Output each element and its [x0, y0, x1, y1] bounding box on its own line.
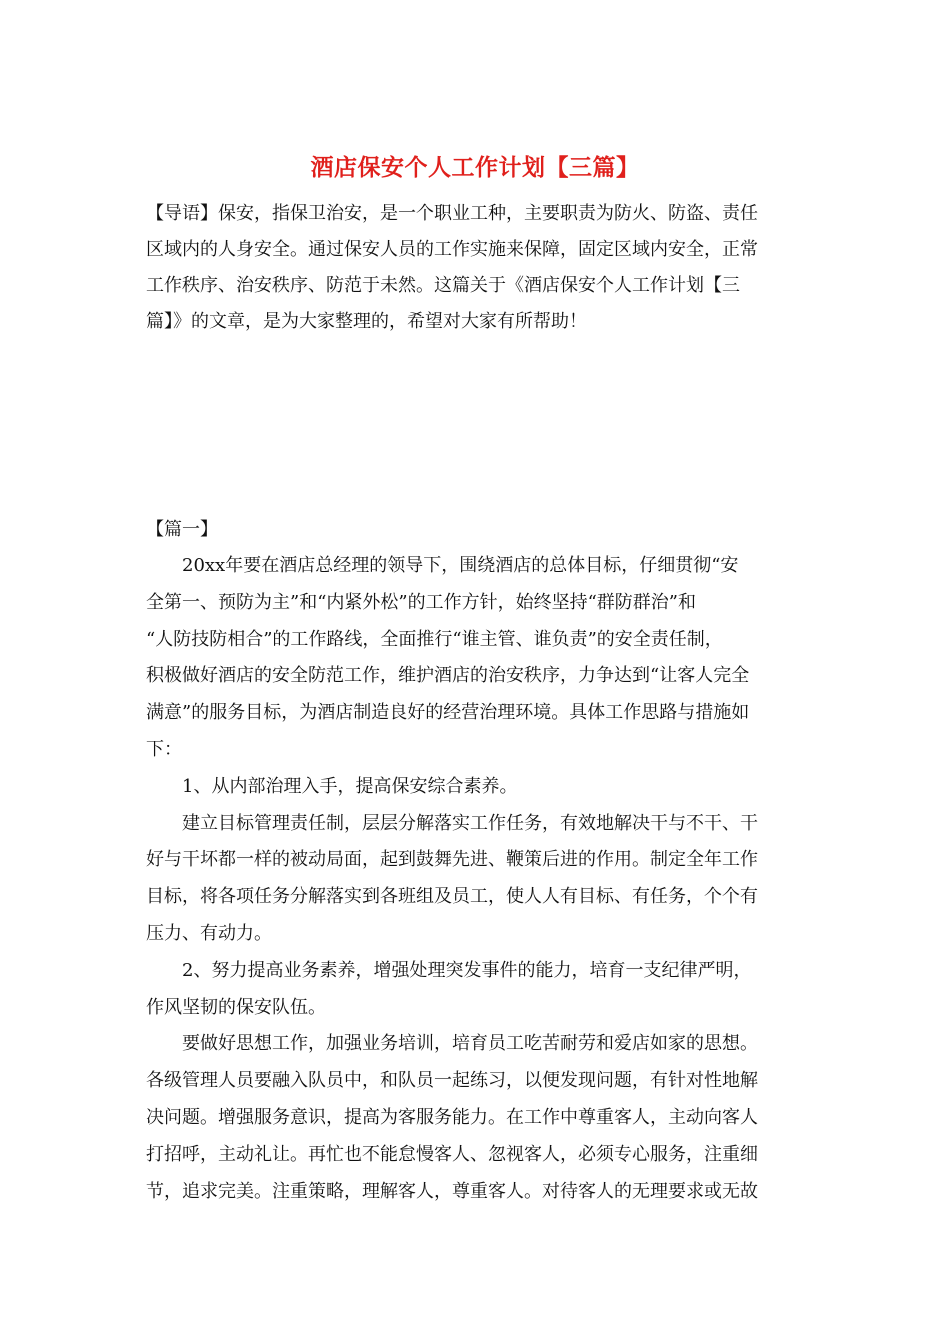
body-paragraph	[146, 1026, 806, 1210]
body-line: 1、从内部治理入手，提高保安综合素养。	[182, 775, 518, 797]
section-heading: 【篇一】	[146, 519, 218, 540]
body-line: 要做好思想工作，加强业务培训，培育员工吃苦耐劳和爱店如家的思想。	[182, 1033, 758, 1055]
body-line: 节，追求完美。注重策略，理解客人，尊重客人。对待客人的无理要求或无故	[146, 1180, 758, 1202]
body-line: 作风坚韧的保安队伍。	[146, 996, 326, 1018]
body-line: “人防技防相合”的工作路线，全面推行“谁主管、谁负责”的安全责任制，	[146, 628, 723, 650]
body-line: 满意”的服务目标，为酒店制造良好的经营治理环境。具体工作思路与措施如	[146, 702, 750, 724]
document-body	[146, 548, 806, 1210]
intro-paragraph	[146, 196, 806, 340]
body-paragraph	[146, 548, 806, 769]
body-line: 好与干坏都一样的被动局面，起到鼓舞先进、鞭策后进的作用。制定全年工作	[146, 849, 758, 871]
intro-line: 篇】》的文章，是为大家整理的，希望对大家有所帮助！	[146, 311, 587, 332]
body-line: 全第一、预防为主”和“内紧外松”的工作方针，始终坚持“群防群治”和	[146, 591, 697, 613]
document-title: 酒店保安个人工作计划【三篇】	[310, 154, 640, 181]
body-line: 建立目标管理责任制，层层分解落实工作任务，有效地解决干与不干、干	[182, 812, 758, 834]
body-line: 2、努力提高业务素养，增强处理突发事件的能力，培育一支纪律严明，	[182, 959, 752, 981]
body-paragraph	[146, 769, 806, 806]
body-paragraph	[146, 806, 806, 953]
body-line: 压力、有动力。	[146, 922, 272, 944]
intro-line: 区域内的人身安全。通过保安人员的工作实施来保障，固定区域内安全，正常	[146, 239, 758, 260]
body-line: 各级管理人员要融入队员中，和队员一起练习，以便发现问题，有针对性地解	[146, 1070, 758, 1092]
body-line: 目标，将各项任务分解落实到各班组及员工，使人人有目标、有任务，个个有	[146, 886, 758, 908]
body-line: 决问题。增强服务意识，提高为客服务能力。在工作中尊重客人，主动向客人	[146, 1106, 758, 1128]
body-paragraph	[146, 953, 806, 1027]
intro-line: 【导语】保安，指保卫治安，是一个职业工种，主要职责为防火、防盗、责任	[146, 203, 758, 224]
intro-line: 工作秩序、治安秩序、防范于未然。这篇关于《酒店保安个人工作计划【三	[146, 275, 740, 296]
body-line: 积极做好酒店的安全防范工作，维护酒店的治安秩序，力争达到“让客人完全	[146, 665, 750, 687]
body-line: 下：	[146, 738, 182, 760]
body-line: 20xx年要在酒店总经理的领导下，围绕酒店的总体目标，仔细贯彻“安	[182, 555, 739, 576]
body-line: 打招呼，主动礼让。再忙也不能怠慢客人、忽视客人，必须专心服务，注重细	[146, 1143, 758, 1165]
